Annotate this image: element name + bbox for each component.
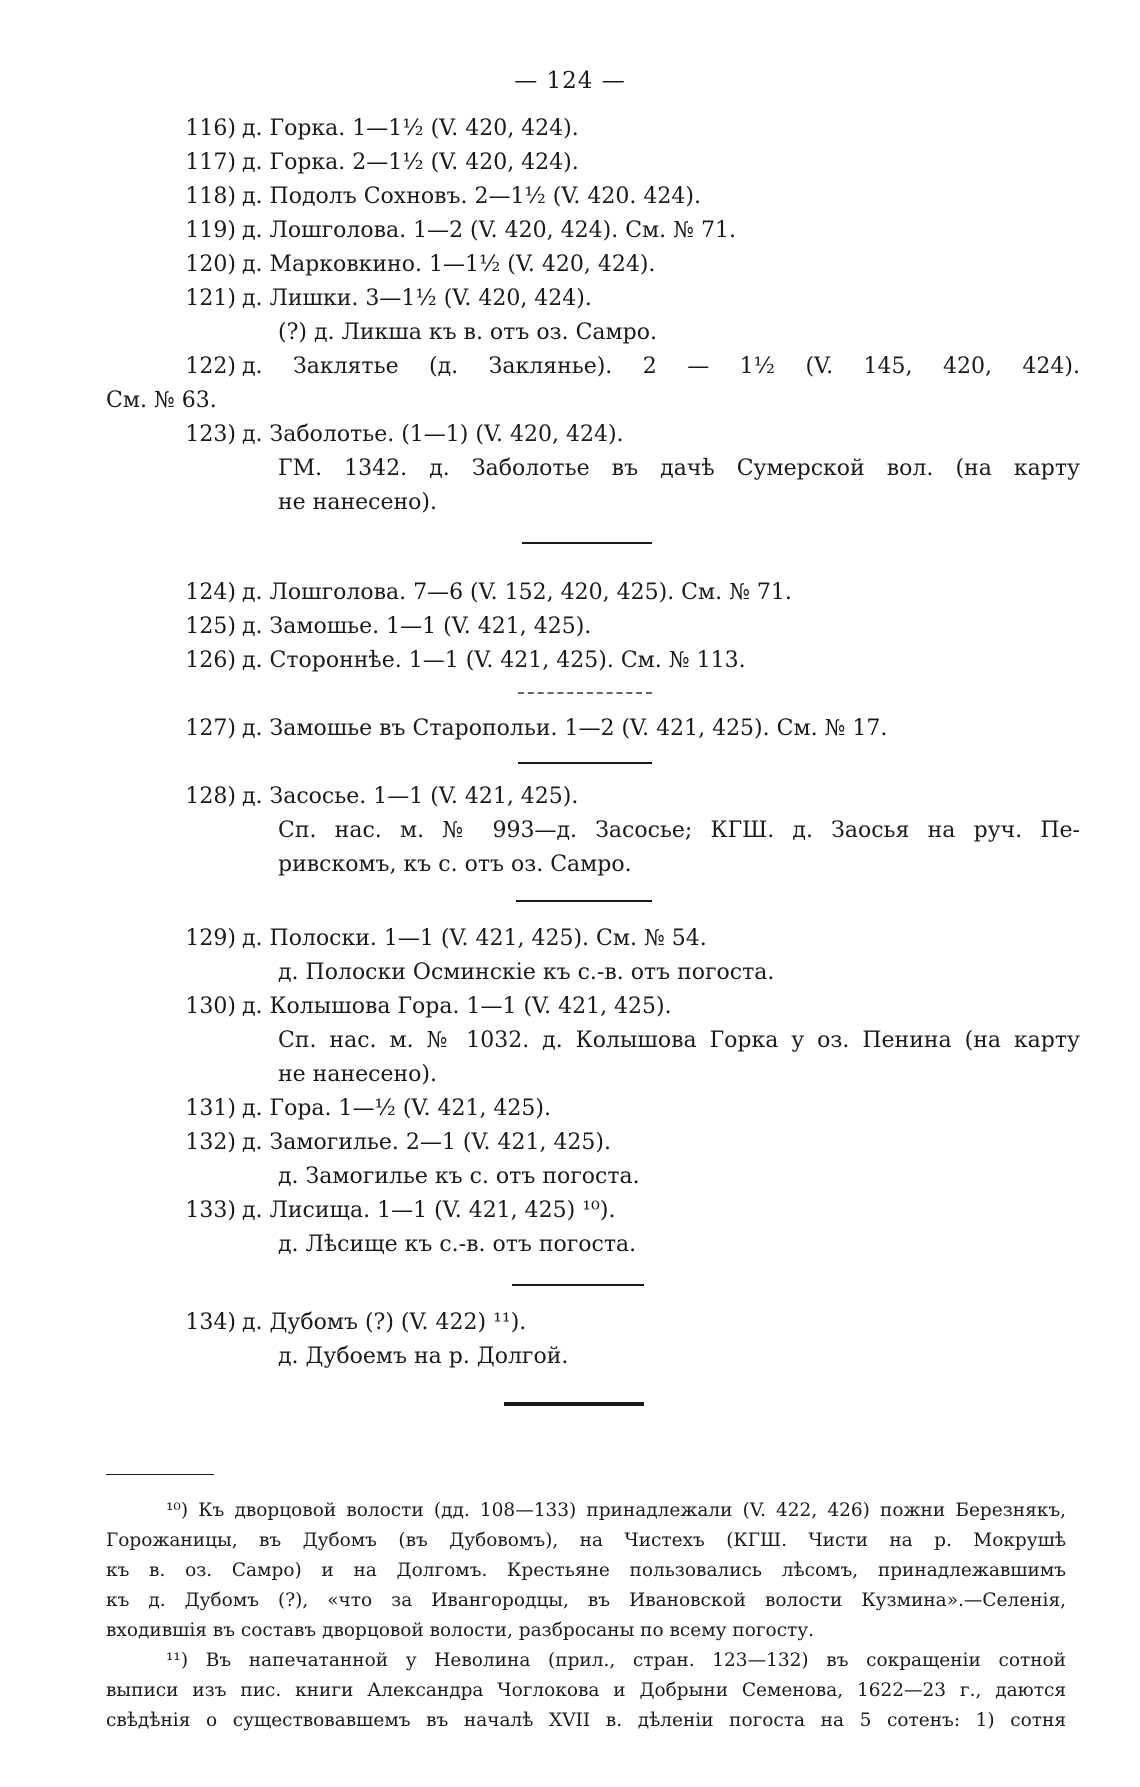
footnote-line: выписи изъ пис. книги Александра Чоглокова и Добрыни Семенова, 1622—23 г., даются (106, 1680, 1066, 1701)
entry-text: д. Подолъ Сохновъ. 2—1½ (V. 420. 424). (242, 184, 701, 209)
footnote-line: свѣдѣнія о существовавшемъ въ началѣ XVII в. дѣленіи погоста на 5 сотенъ: 1) сотня (106, 1710, 1066, 1731)
entry-text: д. Засосье. 1—1 (V. 421, 425). (242, 784, 579, 809)
entry-note: д. Дубоемъ на р. Долгой. (278, 1344, 569, 1369)
list-item (0, 1228, 1140, 1262)
section-divider (518, 692, 652, 694)
entry-note: не нанесено). (278, 1062, 437, 1087)
entry-text: д. Замошье въ Старопольи. 1—2 (V. 421, 425). См. № 17. (242, 716, 888, 741)
section-divider (518, 762, 652, 764)
entry-number: 132) (185, 1130, 236, 1155)
list-item (0, 1024, 1140, 1058)
entry-note: ривскомъ, къ с. отъ оз. Самро. (278, 852, 632, 877)
entry-number: 129) (185, 926, 236, 951)
entry-number: 123) (185, 422, 236, 447)
entry-note: ГМ. 1342. д. Заболотье въ дачѣ Сумерской вол. (на карту (278, 456, 1080, 481)
list-item (0, 922, 1140, 956)
entry-number: 134) (185, 1310, 236, 1335)
list-item (0, 418, 1140, 452)
section-divider (512, 1284, 644, 1286)
list-item (0, 486, 1140, 520)
list-item (0, 214, 1140, 248)
entry-number: 128) (185, 784, 236, 809)
list-item (0, 452, 1140, 486)
list-item (0, 316, 1140, 350)
list-item (0, 814, 1140, 848)
section-divider (522, 542, 652, 544)
entry-number: 125) (185, 614, 236, 639)
entry-text: д. Замогилье. 2—1 (V. 421, 425). (242, 1130, 612, 1155)
entry-number: 130) (185, 994, 236, 1019)
entries-block-f (0, 1306, 1140, 1374)
list-item (0, 712, 1140, 746)
list-item (0, 1126, 1140, 1160)
entries-block-e (0, 922, 1140, 1262)
list-item (0, 112, 1140, 146)
entry-text: д. Гора. 1—½ (V. 421, 425). (242, 1096, 551, 1121)
list-item (0, 1092, 1140, 1126)
list-item (0, 180, 1140, 214)
entry-note: д. Лѣсище къ с.-в. отъ погоста. (278, 1232, 637, 1257)
entry-note: д. Полоски Осминскіе къ с.-в. отъ погоста. (278, 960, 775, 985)
entry-text: д. Горка. 2—1½ (V. 420, 424). (242, 150, 579, 175)
footnote-line: Горожаницы, въ Дубомъ (въ Дубовомъ), на Чистехъ (КГШ. Чисти на р. Мокрушѣ (106, 1530, 1066, 1551)
section-divider (516, 900, 652, 902)
end-rule (504, 1402, 644, 1406)
list-item (0, 350, 1140, 384)
entry-note: Сп. нас. м. № 993—д. Засосье; КГШ. д. Заосья на руч. Пе- (278, 818, 1080, 843)
entry-text: д. Колышова Гора. 1—1 (V. 421, 425). (242, 994, 672, 1019)
list-item (0, 956, 1140, 990)
list-item (0, 384, 1140, 418)
entry-number: 118) (185, 184, 236, 209)
list-item (0, 990, 1140, 1024)
footnote-line: ¹⁰) Къ дворцовой волости (дд. 108—133) принадлежали (V. 422, 426) пожни Березнякъ, (166, 1500, 1066, 1521)
footnote-line: къ д. Дубомъ (?), «что за Ивангородцы, въ Ивановской волости Кузмина».—Селенія, (106, 1590, 1066, 1611)
entry-text: д. Лошголова. 7—6 (V. 152, 420, 425). См. № 71. (242, 580, 792, 605)
entries-block-c (0, 712, 1140, 746)
list-item (0, 1160, 1140, 1194)
footnote-line: ¹¹) Въ напечатанной у Неволина (прил., стран. 123—132) въ сокращеніи сотной (166, 1650, 1066, 1671)
footnote-line: входившія въ составъ дворцовой волости, разбросаны по всему погосту. (106, 1620, 815, 1641)
entry-text: д. Горка. 1—1½ (V. 420, 424). (242, 116, 579, 141)
entry-note: Сп. нас. м. № 1032. д. Колышова Горка у оз. Пенина (на карту (278, 1028, 1080, 1053)
entry-text: д. Дубомъ (?) (V. 422) ¹¹). (242, 1310, 527, 1335)
entry-text: д. Заболотье. (1—1) (V. 420, 424). (242, 422, 624, 447)
entry-number: 124) (185, 580, 236, 605)
entry-text: д. Полоски. 1—1 (V. 421, 425). См. № 54. (242, 926, 707, 951)
list-item (0, 780, 1140, 814)
list-item (0, 1340, 1140, 1374)
entry-number: 133) (185, 1198, 236, 1223)
entry-number: 131) (185, 1096, 236, 1121)
entries-block-a (0, 112, 1140, 520)
list-item (0, 1194, 1140, 1228)
entry-text: д. Лишки. 3—1½ (V. 420, 424). (242, 286, 592, 311)
entry-note: (?) д. Ликша къ в. отъ оз. Самро. (278, 320, 657, 345)
entry-text: д. Лошголова. 1—2 (V. 420, 424). См. № 71. (242, 218, 736, 243)
entry-text: д. Заклятье (д. Заклянье). 2 — 1½ (V. 145, 420, 424). (242, 354, 1080, 379)
list-item (0, 248, 1140, 282)
footnote-line: къ в. оз. Самро) и на Долгомъ. Крестьяне пользовались лѣсомъ, принадлежавшимъ (106, 1560, 1066, 1581)
entry-number: 121) (185, 286, 236, 311)
entry-text: д. Лисища. 1—1 (V. 421, 425) ¹⁰). (242, 1198, 616, 1223)
list-item (0, 610, 1140, 644)
entry-note: не нанесено). (278, 490, 437, 515)
entry-text: д. Замошье. 1—1 (V. 421, 425). (242, 614, 592, 639)
list-item (0, 146, 1140, 180)
list-item (0, 848, 1140, 882)
entry-text: д. Стороннѣе. 1—1 (V. 421, 425). См. № 113. (242, 648, 746, 673)
entry-note: д. Замогилье къ с. отъ погоста. (278, 1164, 640, 1189)
entry-continuation: См. № 63. (106, 388, 217, 413)
entry-number: 120) (185, 252, 236, 277)
entry-number: 126) (185, 648, 236, 673)
entries-block-d (0, 780, 1140, 882)
footnotes (106, 1496, 1066, 1736)
entry-number: 122) (185, 354, 236, 379)
entry-number: 117) (185, 150, 236, 175)
entries-block-b (0, 576, 1140, 678)
list-item (0, 644, 1140, 678)
entry-number: 127) (185, 716, 236, 741)
footnote-separator (106, 1474, 214, 1475)
list-item (0, 1306, 1140, 1340)
entry-number: 116) (185, 116, 236, 141)
list-item (0, 1058, 1140, 1092)
page-number: — 124 — (514, 68, 626, 94)
entry-number: 119) (185, 218, 236, 243)
entry-text: д. Марковкино. 1—1½ (V. 420, 424). (242, 252, 656, 277)
list-item (0, 282, 1140, 316)
list-item (0, 576, 1140, 610)
